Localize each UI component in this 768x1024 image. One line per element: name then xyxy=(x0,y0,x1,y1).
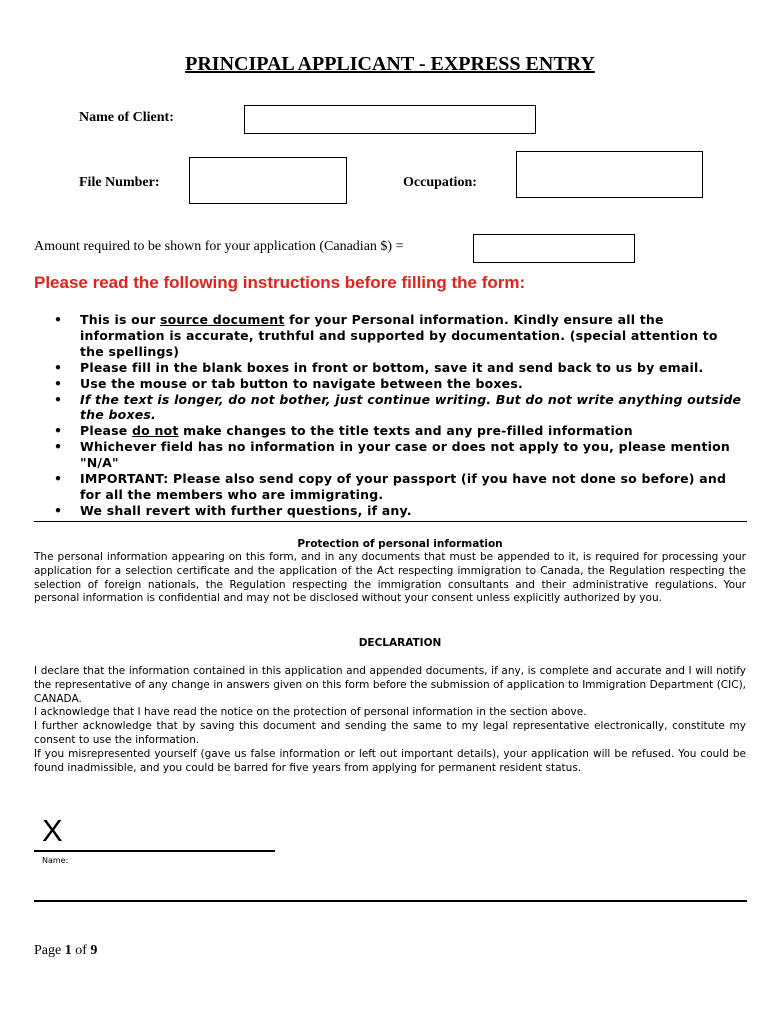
footer-divider xyxy=(34,900,747,902)
signature-name-label: Name: xyxy=(42,856,69,865)
protection-body: The personal information appearing on this form, and in any documents that must be appended to it, is required for processing your application for a selection certificate and the application of the Act respecting immigration to Canada, the Regulation respecting the selection of foreign nationals, the Regulation respecting the immigration consultants and their administrative regulations. Your personal information is confidential and may not be disclosed without your consent unless explicitly authorized by you. xyxy=(34,551,746,605)
instruction-item: • We shall revert with further questions, if any. xyxy=(52,503,746,519)
file-number-input[interactable] xyxy=(189,157,347,204)
name-of-client-input[interactable] xyxy=(244,105,536,134)
amount-input[interactable] xyxy=(473,234,635,263)
declaration-paragraph: If you misrepresented yourself (gave us false information or left out important details), your application will be refused. You could be found inadmissible, and you could be barred for five years from applying for permanent resident status. xyxy=(34,747,746,774)
instruction-text: This is our xyxy=(80,312,160,327)
of-word: of xyxy=(71,943,91,958)
file-number-label: File Number: xyxy=(79,175,160,190)
instruction-item: • Use the mouse or tab button to navigate between the boxes. xyxy=(52,376,746,392)
protection-title: Protection of personal information xyxy=(297,538,503,550)
instruction-text: for your Personal information. Kindly ensure all the information is accurate, truthful and supported by documentation. (special attention to the spellings) xyxy=(80,312,718,359)
signature-mark: X xyxy=(42,813,63,848)
instructions-warning: Please read the following instructions before filling the form: xyxy=(34,273,526,292)
amount-label: Amount required to be shown for your application (Canadian $) = xyxy=(34,239,404,254)
instruction-item xyxy=(52,312,746,360)
declaration-paragraph: I further acknowledge that by saving this document and sending the same to my legal representative electronically, constitute my consent to use the information. xyxy=(34,720,746,746)
name-of-client-label: Name of Client: xyxy=(79,110,174,125)
occupation-label: Occupation: xyxy=(403,175,477,190)
instruction-item xyxy=(52,423,746,439)
declaration-title: DECLARATION xyxy=(358,637,442,649)
page-total: 9 xyxy=(90,943,98,958)
signature-line[interactable] xyxy=(34,850,275,852)
page-indicator xyxy=(34,943,97,959)
page-word: Page xyxy=(34,943,65,958)
instruction-item: • Whichever field has no information in your case or does not apply to you, please mention "N/A" xyxy=(52,439,746,471)
page-title: PRINCIPAL APPLICANT - EXPRESS ENTRY xyxy=(185,53,595,75)
divider xyxy=(34,521,747,522)
declaration-paragraph: I declare that the information contained in this application and appended documents, if any, is complete and accurate and I will notify the representative of any change in answers given on this form before the submission of application to Immigration Department (CIC), CANADA. xyxy=(34,665,746,705)
page-number: 1 xyxy=(64,943,72,958)
do-not-text: do not xyxy=(132,423,179,439)
instruction-text: make changes to the title texts and any pre-filled information xyxy=(178,423,633,439)
instruction-item: • If the text is longer, do not bother, just continue writing. But do not write anything outside the boxes. xyxy=(52,392,746,424)
instruction-text: Please xyxy=(80,423,133,439)
declaration-body xyxy=(34,665,746,775)
source-document-text: source document xyxy=(159,312,285,327)
declaration-paragraph: I acknowledge that I have read the notice on the protection of personal information in the section above. xyxy=(34,706,587,719)
instruction-item: • IMPORTANT: Please also send copy of your passport (if you have not done so before) and for all the members who are immigrating. xyxy=(52,471,746,503)
instruction-item: • Please fill in the blank boxes in front or bottom, save it and send back to us by email. xyxy=(52,360,746,376)
occupation-input[interactable] xyxy=(516,151,703,198)
instructions-list xyxy=(52,312,746,519)
